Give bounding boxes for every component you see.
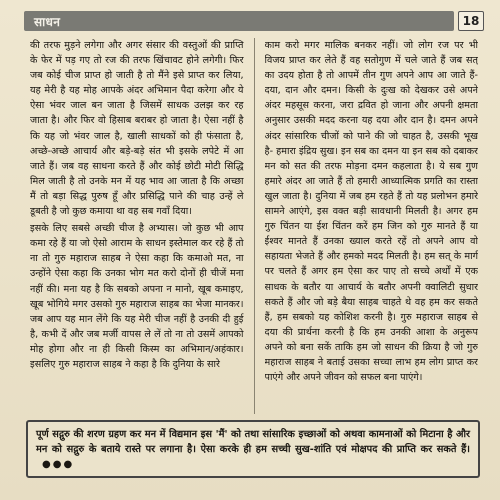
left-paragraph-1: की तरफ मुड़ने लगेगा और अगर संसार की वस्तुओं की प्राप्ति के फेर में पड़ गए तो रज की तरफ खिंचावट होने लगेगी। फिर जब कोई चीज प्राप्त हो जाती है तो मैंने इसे प्राप्त कर लिया, यह मेरी है यह मोह आपके अंदर अभिमान पैदा करेगा और ये ऐसा भंवर जाल बन जाता है जिसमें साधक उलझ कर रह जाता है। और फिर वो हिसाब बराबर हो जाता है। ऐसा नहीं है कि यह जो भंवर जाल है, खाली साधकों को ही फंसाता है, अच्छे-अच्छे आचार्य और बड़े-बड़े संत भी इसके लपेटे में आ जाते हैं। जब वह साधना करते हैं और कोई छोटी मोटी सिद्धि मिल जाती है तो उनके मन में यह भाव आ जाता है कि अच्छा मैं तो बड़ा सिद्ध पुरुष हूँ और प्रसिद्धि पाने की चाह उन्हें ले डूबती है जो कुछ कमाया था वह सब गवाँ दिया। bbox=[30, 40, 244, 218]
article-body bbox=[30, 38, 478, 414]
quote-text: पूर्ण सद्गुरु की शरण ग्रहण कर मन में विद्यमान इस 'मैं' को तथा सांसारिक इच्छाओं को अथवा कामनाओं को मिटाना है और मन को सद्गुरु के बताये रास्ते पर लगाना है। ऐसा करके ही हम सच्ची सुख-शांति एवं मोक्षपद की प्राप्ति कर सकते हैं। bbox=[36, 429, 470, 455]
ornament-dots: ●●● bbox=[42, 459, 75, 470]
column-divider bbox=[254, 38, 255, 414]
quote-box bbox=[26, 420, 480, 478]
right-paragraph-1: काम करो मगर मालिक बनकर नहीं। जो लोग रज पर भी विजय प्राप्त कर लेते हैं वह सतोगुण में चले जाते हैं जब सत् का उदय होता है तो आपमें तीन गुण अपने आप आ जाते हैं- दया, दान और दमन। किसी के दुःख को देखकर उसे अपने अंदर महसूस करना, जरा द्रवित हो जाना और अपनी क्षमता अनुसार उसकी मदद करना यह दया और दान है। दमन अपने अंदर सांसारिक चीजों को पाने की जो चाहत है, उसकी भूख है- हमारा इंद्रिय सुख। इन सब का दमन या इन सब को दबाकर मन को सत की तरफ मोड़ना दमन कहलाता है। ये सब गुण हमारे अंदर आ जाते हैं तो हमारी आध्यात्मिक प्रगति का रास्ता खुल जाता है। दुनिया में जब हम रहते हैं तो यह प्रलोभन हमारे सामने आएंगे, इस वक्त बड़ी सावधानी मिलती है। अगर हम गुरु चिंतन या ईश चिंतन करें हम जिन को गुरु मानते हैं या ईश्वर मानते हैं उनका ख्याल करते रहें तो अपने आप वो सहायता भेजते हैं और हमको मदद मिलती है। हम सत् के मार्ग पर चलते हैं अगर हम ऐसा कर पाए तो सच्चे अर्थों में एक साधक के बतौर या आचार्य के बतौर अपनी क्वालिटी सुधार सकते हैं और जो बड़े बैया साहब चाहते थे वह हम कर सकते हैं, हम सबको यह कोशिश करनी है। गुरु महाराज साहब से दया की प्रार्थना करनी है कि हम उनकी आशा के अनुरूप अपने को बना सकें ताकि हम जो साधन की क्रिया है जो गुरु महाराज साहब ने बताई उसका सच्चा लाभ हम लोग प्राप्त कर पाएंगे और अपने जीवन को सफल बना पाएंगे। bbox=[264, 40, 478, 384]
left-column bbox=[30, 38, 244, 414]
section-header-bar bbox=[24, 11, 454, 31]
right-column bbox=[265, 38, 479, 414]
section-title: साधन bbox=[34, 14, 61, 29]
left-paragraph-2: इसके लिए सबसे अच्छी चीज है अभ्यास। जो कुछ भी आप कमा रहे हैं या जो ऐसो आराम के साधन इस्तेमाल कर रहे हैं तो ना तो गुरु महाराज साहब ने ऐसा कहा कि कमाओ मत, ना उन्होंने ऐसा कहा कि उनका भोग मत करो दोनों ही चीजें मना नहीं की। मना यह है कि सबको अपना न मानो, खूब कमाइए, खूब भोगिये मगर उसको गुरु महाराज साहब का भेजा मानकर। जब आप यह मान लेंगे कि यह मेरी चीज नहीं है उनकी दी हुई है, कभी दें और जब मर्जी वापस ले लें तो ना तो उसमें आपको मोह होगा और ना ही किसी किस्म का अभिमान/अहंकार। इसलिए गुरु महाराज साहब ने कहा है कि दुनिया के सारे bbox=[30, 223, 244, 370]
page-header bbox=[24, 10, 484, 32]
page-number: 18 bbox=[458, 11, 484, 31]
